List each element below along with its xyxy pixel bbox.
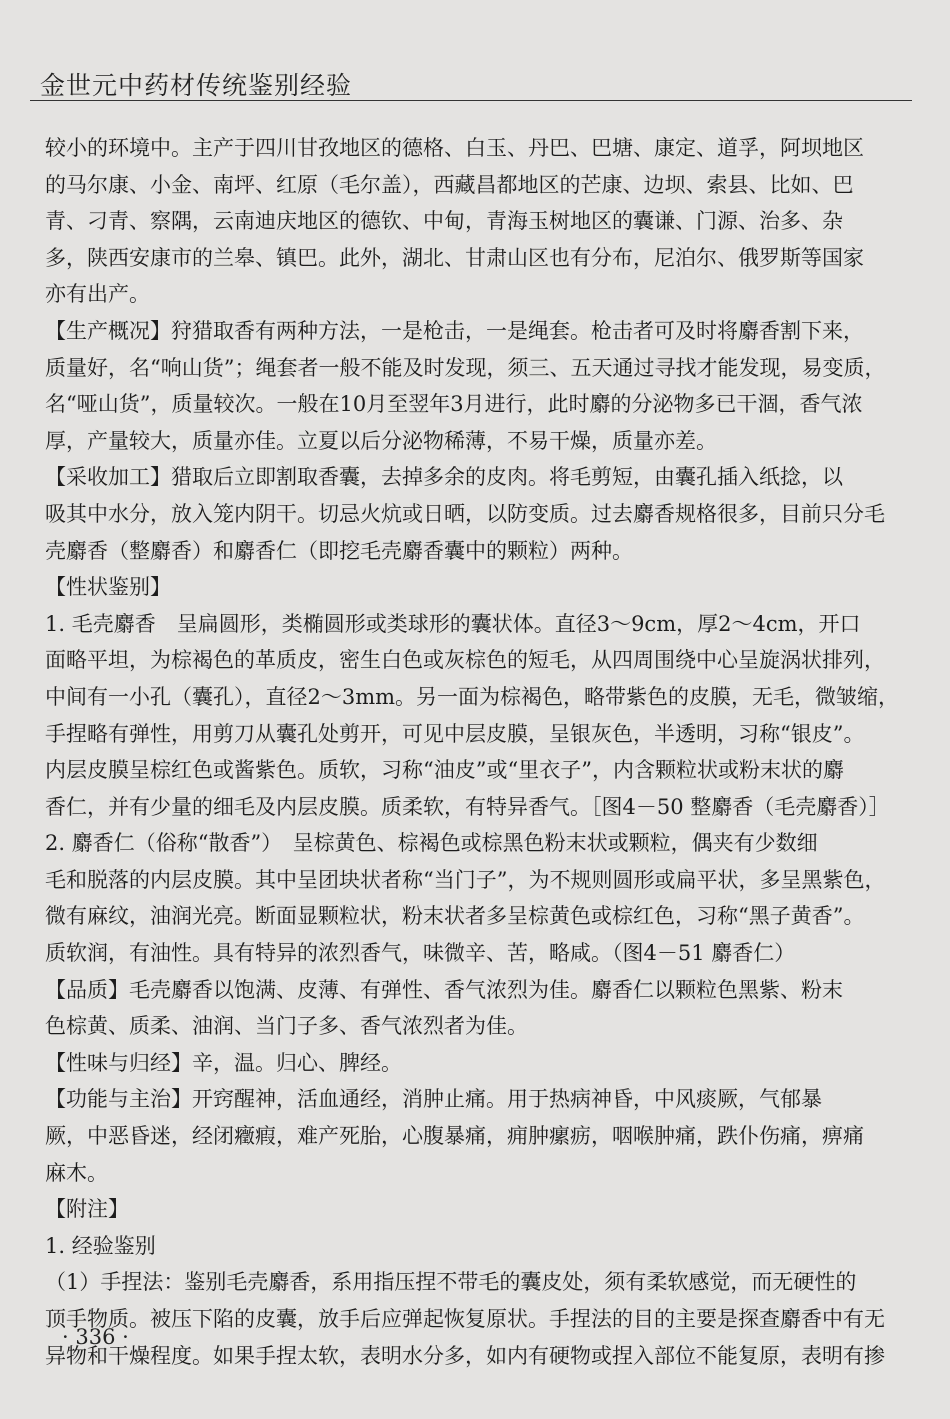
text-line: 吸其中水分，放入笼内阴干。切忌火炕或日晒，以防变质。过去麝香规格很多，目前只分毛 xyxy=(45,501,885,526)
section-nature-meridian: 【性味与归经】辛，温。归心、脾经。 xyxy=(45,1050,402,1075)
text-line: 毛和脱落的内层皮膜。其中呈团块状者称“当门子”，为不规则圆形或扁平状，多呈黑紫色， xyxy=(45,867,886,892)
text-line: 多，陕西安康市的兰皋、镇巴。此外，湖北、甘肃山区也有分布，尼泊尔、俄罗斯等国家 xyxy=(45,245,864,270)
text-line: 中间有一小孔（囊孔），直径2～3mm。另一面为棕褐色，略带紫色的皮膜，无毛，微皱缩， xyxy=(45,684,900,709)
text-line: （1）手捏法：鉴别毛壳麝香，系用指压捏不带毛的囊皮处，须有柔软感觉，而无硬性的 xyxy=(45,1270,857,1295)
section-processing: 【采收加工】猎取后立即割取香囊，去掉多余的皮肉。将毛剪短，由囊孔插入纸捻，以 xyxy=(45,465,843,490)
text-line: 内层皮膜呈棕红色或酱紫色。质软，习称“油皮”或“里衣子”，内含颗粒状或粉末状的麝 xyxy=(45,758,844,783)
text-line: 质量好，名“响山货”；绳套者一般不能及时发现，须三、五天通过寻找才能发现，易变质， xyxy=(45,355,886,380)
item-experience-identification: 1. 经验鉴别 xyxy=(45,1233,156,1258)
section-production: 【生产概况】狩猎取香有两种方法，一是枪击，一是绳套。枪击者可及时将麝香割下来， xyxy=(45,318,864,343)
section-identification: 【性状鉴别】 xyxy=(45,575,171,600)
text-line: 顶手物质。被压下陷的皮囊，放手后应弹起恢复原状。手捏法的目的主要是探查麝香中有无 xyxy=(45,1307,885,1331)
text-line: 厥，中恶昏迷，经闭癥瘕，难产死胎，心腹暴痛，痈肿瘰疬，咽喉肿痛，跌仆伤痛，痹痛 xyxy=(45,1124,864,1149)
text-line: 异物和干燥程度。如果手捏太软，表明水分多，如内有硬物或捏入部位不能复原，表明有掺 xyxy=(45,1343,885,1368)
text-line: 的马尔康、小金、南坪、红原（毛尔盖），西藏昌都地区的芒康、边坝、索县、比如、巴 xyxy=(45,172,854,197)
text-line: 壳麝香（整麝香）和麝香仁（即挖毛壳麝香囊中的颗粒）两种。 xyxy=(45,538,633,563)
page-number: · 336 · xyxy=(62,1325,129,1349)
text-line: 麻木。 xyxy=(45,1160,108,1185)
text-line: 名“哑山货”，质量较次。一般在10月至翌年3月进行，此时麝的分泌物多已干涸，香气浓 xyxy=(45,392,863,417)
section-quality: 【品质】毛壳麝香以饱满、皮薄、有弹性、香气浓烈为佳。麝香仁以颗粒色黑紫、粉末 xyxy=(45,977,843,1002)
section-functions: 【功能与主治】开窍醒神，活血通经，消肿止痛。用于热病神昏，中风痰厥，气郁暴 xyxy=(45,1087,822,1112)
body-text xyxy=(45,130,915,1374)
text-line: 亦有出产。 xyxy=(45,282,150,307)
running-title: 金世元中药材传统鉴别经验 xyxy=(40,71,353,100)
text-line: 较小的环境中。主产于四川甘孜地区的德格、白玉、丹巴、巴塘、康定、道孚，阿坝地区 xyxy=(45,136,864,160)
item-whole-musk: 1. 毛壳麝香 呈扁圆形，类椭圆形或类球形的囊状体。直径3～9cm，厚2～4cm，开口 xyxy=(45,611,861,636)
text-line: 色棕黄、质柔、油润、当门子多、香气浓烈者为佳。 xyxy=(45,1014,528,1039)
text-line: 青、刁青、察隅，云南迪庆地区的德钦、中甸，青海玉树地区的囊谦、门源、治多、杂 xyxy=(45,209,843,234)
section-notes: 【附注】 xyxy=(45,1197,129,1222)
text-line: 微有麻纹，油润光亮。断面显颗粒状，粉末状者多呈棕黄色或棕红色，习称“黑子黄香”。 xyxy=(45,904,865,929)
header-rule xyxy=(30,100,912,101)
item-musk-kernel: 2. 麝香仁（俗称“散香”） 呈棕黄色、棕褐色或棕黑色粉末状或颗粒，偶夹有少数细 xyxy=(45,831,818,856)
text-line: 面略平坦，为棕褐色的革质皮，密生白色或灰棕色的短毛，从四周围绕中心呈旋涡状排列， xyxy=(45,648,885,673)
text-line: 厚，产量较大，质量亦佳。立夏以后分泌物稀薄，不易干燥，质量亦差。 xyxy=(45,428,717,453)
text-line: 手捏略有弹性，用剪刀从囊孔处剪开，可见中层皮膜，呈银灰色，半透明，习称“银皮”。 xyxy=(45,721,865,746)
text-line: 香仁，并有少量的细毛及内层皮膜。质柔软，有特异香气。［图4－50 整麝香（毛壳麝香）］ xyxy=(45,794,890,819)
text-line: 质软润，有油性。具有特异的浓烈香气，味微辛、苦，略咸。（图4－51 麝香仁） xyxy=(45,941,796,966)
